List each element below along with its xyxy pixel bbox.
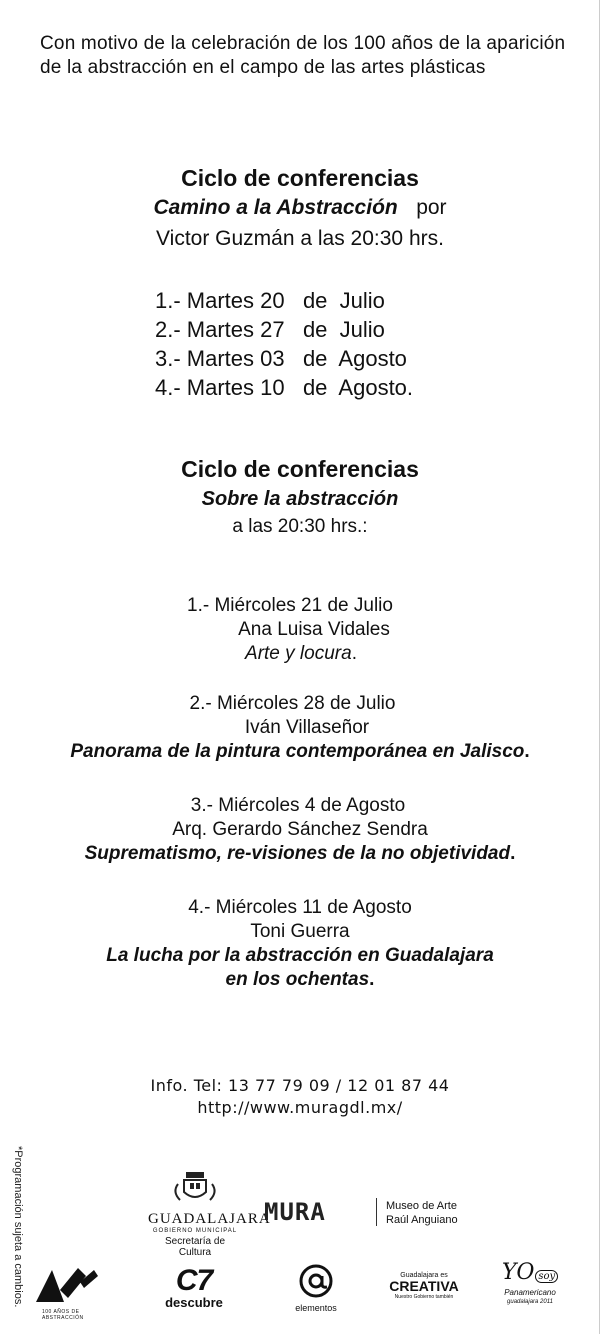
side-note-text: *Programación sujeta a cambios. [12,1146,24,1308]
cycle1-subtitle: Camino a la Abstracción [153,196,398,219]
cycle2-event-2 [0,692,600,764]
yosoy-panamericano: Panamericano [504,1288,556,1297]
cycle1-subtitle-suffix: por [416,196,447,219]
yosoy-soy-text: soy [535,1270,558,1283]
event-topic-end: . [351,643,357,664]
cycle1-date-item: 3.- Martes 03 de Agosto [155,346,407,371]
event-topic-end: . [369,969,375,990]
abstraccion-caption: 100 AÑOS DE ABSTRACCIÓN [42,1309,84,1321]
contact-phone: Info. Tel: 13 77 79 09 / 12 01 87 44 [150,1076,450,1095]
side-note [10,1146,24,1316]
yosoy-year: guadalajara 2011 [507,1299,553,1305]
cycle2-event-4 [0,896,600,992]
event-topic: Panorama de la pintura contemporánea en Jalisco [70,741,525,762]
event-speaker: Iván Villaseñor [244,717,370,738]
event-topic: La lucha por la abstracción en Guadalajara [106,945,494,966]
museo-line1: Museo de Arte [386,1200,457,1212]
event-topic-end: . [524,741,530,762]
abstraccion-logo [34,1264,106,1321]
contact-url[interactable]: http://www.muragdl.mx/ [197,1098,403,1117]
elementos-at-icon [299,1264,333,1298]
event-speaker: Toni Guerra [250,921,350,942]
cycle1-date-item: 4.- Martes 10 de Agosto. [155,375,414,400]
event-date: 4.- Miércoles 11 de Agosto [188,897,412,918]
creativa-word: CREATIVA [389,1278,459,1294]
yosoy-logo [500,1262,560,1316]
event-speaker: Arq. Gerardo Sánchez Sendra [172,819,428,840]
museo-text [386,1199,458,1227]
guadalajara-word: GUADALAJARA [148,1211,271,1227]
cycle1-subtitle-line [0,194,600,222]
event-topic-continued: en los ochentas [225,969,370,990]
cycle1-date-list [155,286,413,402]
secretaria-cultura: Secretaría de Cultura [164,1236,226,1258]
cycle1-speaker-line: Victor Guzmán a las 20:30 hrs. [156,227,444,250]
mura-logo [264,1198,374,1230]
cycle1-date-item: 1.- Martes 20 de Julio [155,288,385,313]
event-date: 2.- Miércoles 28 de Julio [189,693,396,714]
guadalajara-crest-icon [148,1170,242,1206]
elementos-logo [284,1264,348,1314]
creativa-logo [384,1272,464,1312]
cycle2-time: a las 20:30 hrs.: [232,516,368,537]
cycle2-event-3 [0,794,600,866]
cycle1-date-item: 2.- Martes 27 de Julio [155,317,385,342]
event-topic-end: . [510,843,516,864]
guadalajara-sub: GOBIERNO MUNICIPAL [152,1228,238,1234]
c7-sub: descubre [165,1295,223,1310]
event-date: 3.- Miércoles 4 de Agosto [190,795,406,816]
museo-line2: Raúl Anguiano [386,1214,458,1226]
event-date: 1.- Miércoles 21 de Julio [187,595,393,616]
event-topic: Suprematismo, re-visiones de la no objetividad [84,843,511,864]
creativa-tag: Nuestro Gobierno también [394,1294,454,1300]
event-speaker: Ana Luisa Vidales [238,619,390,640]
event-topic: Arte y locura [245,643,352,664]
abstraccion-mark-icon [34,1264,98,1304]
creativa-small: Guadalajara es [400,1272,448,1279]
guadalajara-logo [148,1170,271,1258]
c7-logo [158,1266,230,1314]
mura-divider [376,1198,377,1226]
mura-word: MURA [264,1198,326,1226]
cycle1-title: Ciclo de conferencias [181,165,419,191]
elementos-word: elementos [295,1303,337,1313]
cycle2-event-1 [0,594,600,666]
yosoy-yo [500,1262,560,1288]
cycle2-title: Ciclo de conferencias [181,456,419,482]
intro-paragraph: Con motivo de la celebración de los 100 años de la aparición de la abstracción en el campo de las artes plásticas [40,33,566,78]
contact-info [0,1075,600,1119]
yosoy-yo-text: YO [501,1260,535,1285]
cycle2-subtitle: Sobre la abstracción [201,488,399,510]
c7-word: C7 [175,1264,213,1297]
